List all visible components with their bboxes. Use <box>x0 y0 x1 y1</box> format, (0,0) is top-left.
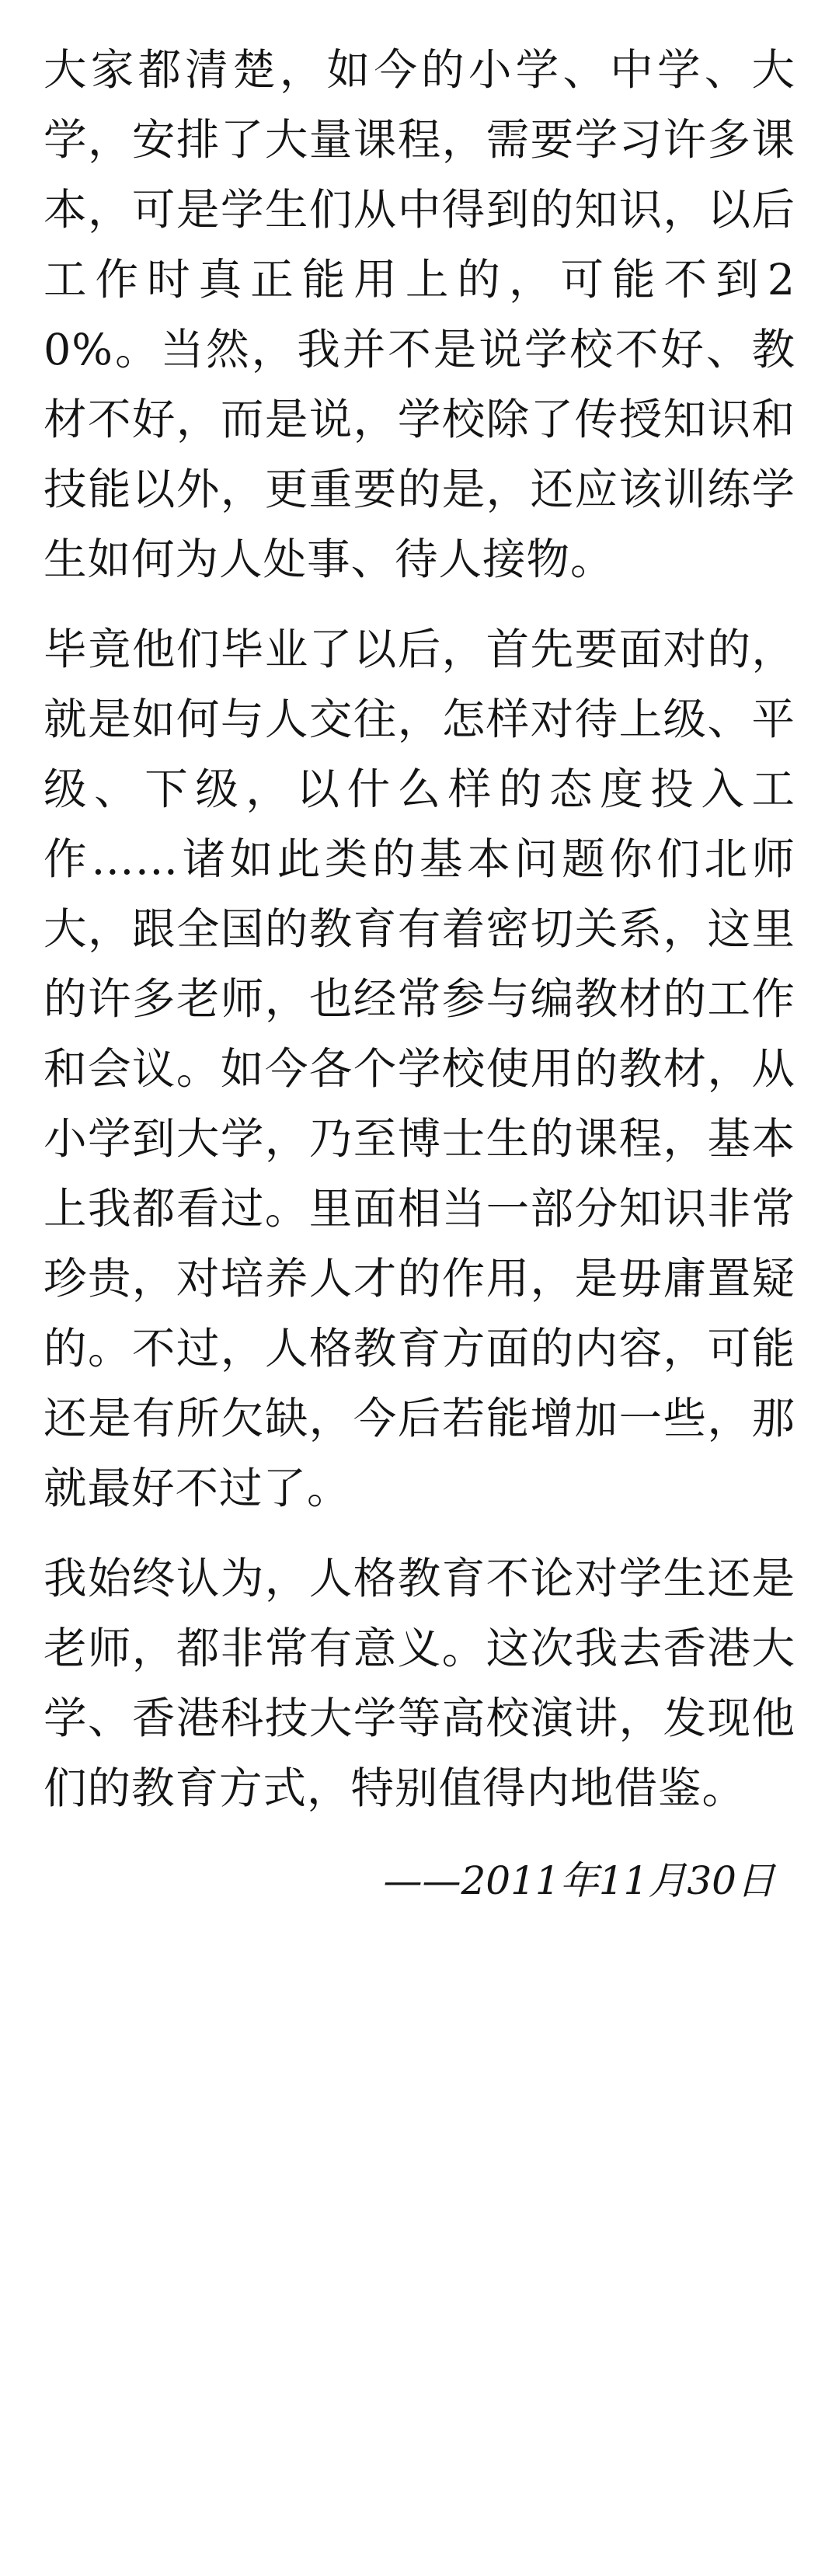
date-signature: ——2011年11月30日 <box>383 1858 775 1903</box>
paragraph-3: 我始终认为，人格教育不论对学生还是老师，都非常有意义。这次我去香港大学、香港科技大学等高校演讲，发现他们的教育方式，特别值得内地借鉴。 <box>44 1554 795 1814</box>
article-body <box>44 36 795 1824</box>
paragraph-1: 大家都清楚，如今的小学、中学、大学，安排了大量课程，需要学习许多课本，可是学生们从中得到的知识，以后工作时真正能用上的，可能不到20%。当然，我并不是说学校不好、教材不好，而是说，学校除了传授知识和技能以外，更重要的是，还应该训练学生如何为人处事、待人接物。 <box>44 45 795 585</box>
paragraph-2: 毕竟他们毕业了以后，首先要面对的，就是如何与人交往，怎样对待上级、平级、下级，以什么样的态度投入工作……诸如此类的基本问题你们北师大，跟全国的教育有着密切关系，这里的许多老师，也经常参与编教材的工作和会议。如今各个学校使用的教材，从小学到大学，乃至博士生的课程，基本上我都看过。里面相当一部分知识非常珍贵，对培养人才的作用，是毋庸置疑的。不过，人格教育方面的内容，可能还是有所欠缺，今后若能增加一些，那就最好不过了。 <box>44 625 795 1514</box>
